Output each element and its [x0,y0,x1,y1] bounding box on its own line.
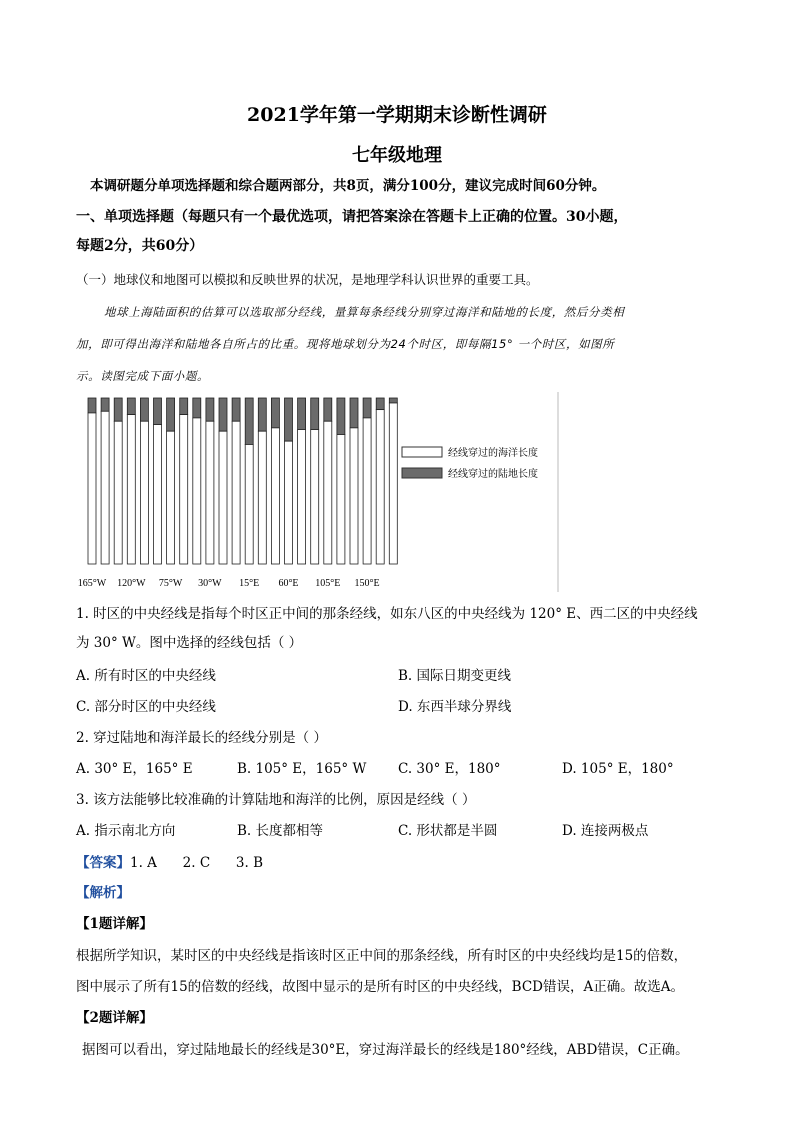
ocean-bar [167,431,175,564]
land-bar [154,398,162,425]
land-bar [232,398,240,421]
chart-x-ticks [78,578,380,589]
q1-explain-line1: 根据所学知识，某时区的中央经线是指该时区正中间的那条经线，所有时区的中央经线均是15的倍数， [76,948,688,964]
ocean-bar [324,421,332,564]
meridian-chart [77,392,562,592]
x-tick-label: 150°E [354,578,380,589]
q1-option-b[interactable]: B. 国际日期变更线 [398,668,512,684]
land-bar [285,398,293,441]
x-tick-label: 165°W [77,578,107,589]
q3-option-c[interactable]: C. 形状都是半圆 [398,823,498,839]
answer-line [76,853,263,873]
q1-option-d[interactable]: D. 东西半球分界线 [398,699,512,715]
q2-explain-line1: 据图可以看出，穿过陆地最长的经线是30°E，穿过海洋最长的经线是180°经线，ABD错误，C正确。 [82,1042,689,1058]
ocean-bar [180,415,188,564]
ocean-bar [298,430,306,564]
ocean-bar [285,441,293,564]
land-bar [88,398,96,413]
ocean-bar [219,431,227,564]
x-tick-label: 30°W [198,578,222,589]
land-bar [180,398,188,415]
page-subtitle: 七年级地理 [352,145,442,166]
passage-line-2: 加，即可得出海洋和陆地各自所占的比重。现将地球划分为24个时区，即每隔15° 一个时区，如图所 [76,337,615,351]
ocean-bar [389,403,397,564]
land-bar [167,398,175,431]
land-bar [298,398,306,430]
ocean-bar [193,418,201,564]
section1-heading-line1: 一、单项选择题（每题只有一个最优选项，请把答案涂在答题卡上正确的位置。30小题， [76,209,628,225]
q2-stem: 2. 穿过陆地和海洋最长的经线分别是（ ） [76,730,327,746]
ocean-bar [114,421,122,564]
q1-stem-line1: 1. 时区的中央经线是指每个时区正中间的那条经线，如东八区的中央经线为 120° E、西二区的中央经线 [76,606,698,622]
land-bar [219,398,227,431]
q2-option-a[interactable]: A. 30° E，165° E [76,761,193,777]
land-bar [140,398,148,421]
ocean-bar [154,425,162,564]
chart-bars [88,398,397,564]
legend-swatch-land [402,468,442,478]
ocean-bar [350,428,358,564]
ocean-bar [271,428,279,564]
ocean-bar [101,411,109,564]
q3-stem: 3. 该方法能够比较准确的计算陆地和海洋的比例，原因是经线（ ） [76,792,476,808]
q3-option-d[interactable]: D. 连接两极点 [562,823,649,839]
x-tick-label: 15°E [239,578,260,589]
passage-line-1: 地球上海陆面积的估算可以选取部分经线，量算每条经线分别穿过海洋和陆地的长度，然后分类相 [104,305,625,319]
q3-option-b[interactable]: B. 长度都相等 [237,823,324,839]
land-bar [324,398,332,421]
q2-option-c[interactable]: C. 30° E，180° [398,761,501,777]
answer-text: 1. A 2. C 3. B [130,855,264,871]
land-bar [271,398,279,428]
legend-swatch-ocean [402,447,442,457]
ocean-bar [311,430,319,564]
legend-label-ocean: 经线穿过的海洋长度 [448,448,538,459]
ocean-bar [127,415,135,564]
land-bar [363,398,371,418]
ocean-bar [245,444,253,564]
ocean-bar [232,421,240,564]
ocean-bar [376,410,384,564]
passage-line-3: 示。读图完成下面小题。 [76,369,210,383]
land-bar [114,398,122,421]
x-tick-label: 105°E [315,578,341,589]
q1-explain-line2: 图中展示了所有15的倍数的经线，故图中显示的是所有时区的中央经线，BCD错误，A正确。故选A。 [76,979,684,995]
page-title: 2021学年第一学期期末诊断性调研 [247,104,547,126]
section1-heading-line2: 每题2分，共60分） [76,238,204,254]
ocean-bar [337,435,345,564]
ocean-bar [140,421,148,564]
ocean-bar [363,418,371,564]
q3-option-a[interactable]: A. 指示南北方向 [76,823,176,839]
land-bar [193,398,201,418]
q2-explain-label: 【2题详解】 [76,1010,153,1026]
analysis-label: 【解析】 [76,885,130,901]
land-bar [258,398,266,431]
land-bar [101,398,109,411]
legend-label-land: 经线穿过的陆地长度 [448,469,538,480]
answer-label: 【答案】 [76,855,130,871]
land-bar [127,398,135,415]
ocean-bar [258,431,266,564]
q2-option-d[interactable]: D. 105° E，180° [562,761,674,777]
land-bar [311,398,319,430]
land-bar [337,398,345,435]
land-bar [245,398,253,444]
land-bar [206,398,214,421]
exam-intro: 本调研题分单项选择题和综合题两部分，共8页，满分100分，建议完成时间60分钟。 [90,178,606,194]
group1-lead: （一）地球仪和地图可以模拟和反映世界的状况，是地理学科认识世界的重要工具。 [76,272,539,287]
ocean-bar [88,413,96,564]
x-tick-label: 60°E [278,578,299,589]
x-tick-label: 120°W [117,578,146,589]
q1-option-c[interactable]: C. 部分时区的中央经线 [76,699,216,715]
chart-legend [402,446,538,480]
x-tick-label: 75°W [158,578,183,589]
q2-option-b[interactable]: B. 105° E，165° W [237,761,367,777]
ocean-bar [206,421,214,564]
land-bar [350,398,358,428]
q1-explain-label: 【1题详解】 [76,916,153,932]
land-bar [376,398,384,410]
chart-svg [77,392,562,592]
land-bar [389,398,397,403]
q1-option-a[interactable]: A. 所有时区的中央经线 [76,668,216,684]
q1-stem-line2: 为 30° W。图中选择的经线包括（ ） [76,635,303,651]
